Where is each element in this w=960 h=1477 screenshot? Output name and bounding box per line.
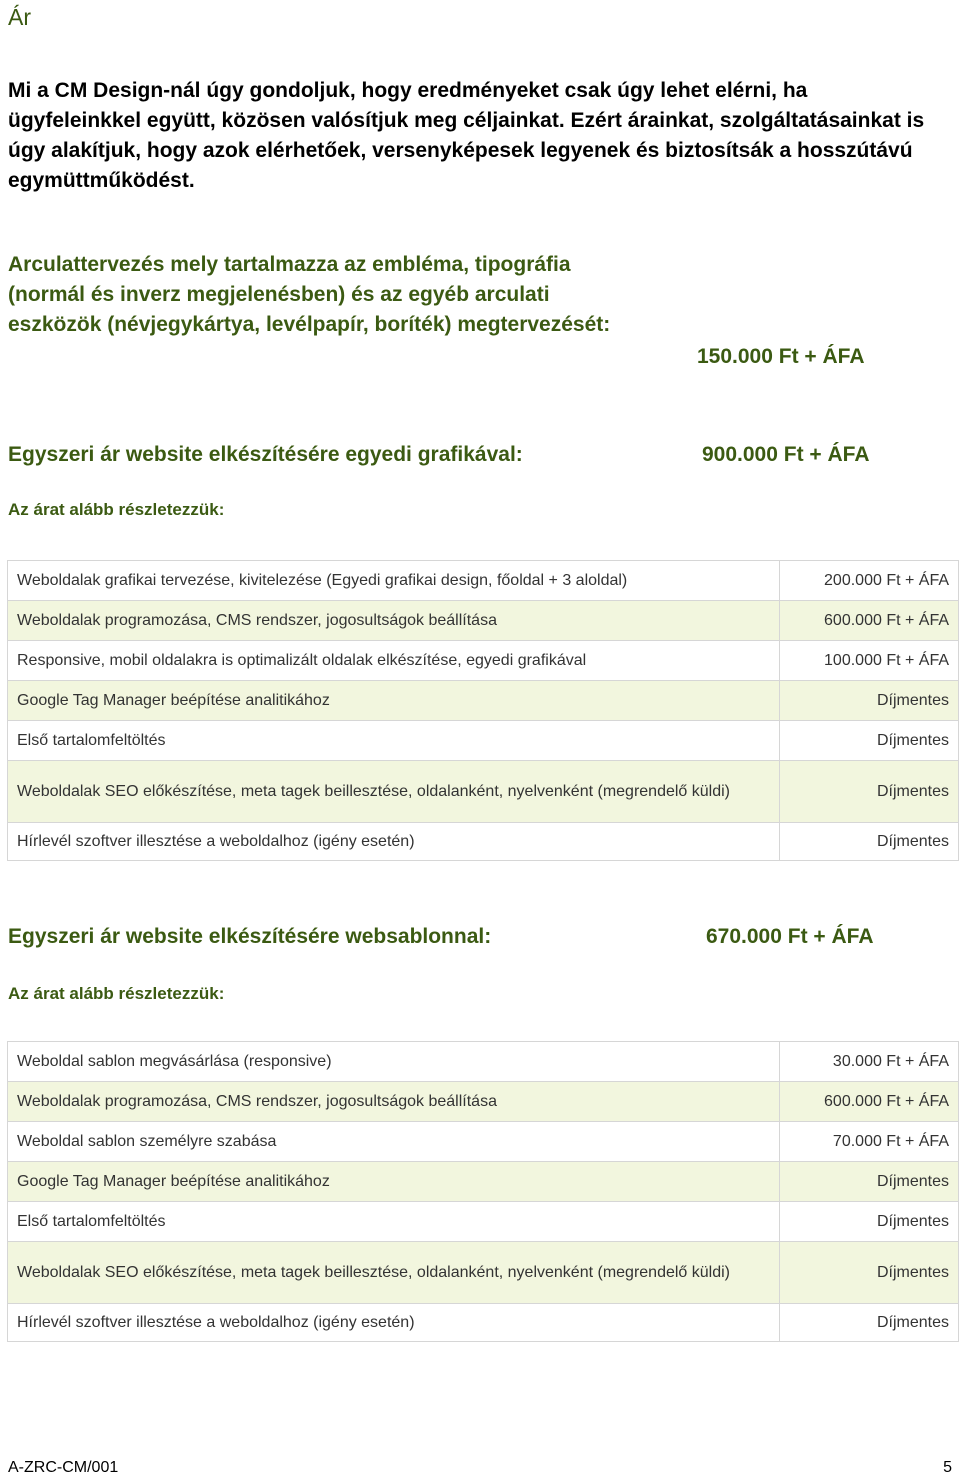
section1-subtitle: Az árat alább részletezzük:	[8, 500, 225, 519]
section2-title: Egyszeri ár website elkészítésére websablonnal:	[8, 925, 492, 948]
service-price: Díjmentes	[780, 681, 959, 721]
service-description: Első tartalomfeltöltés	[8, 1202, 780, 1242]
table-row	[8, 1242, 959, 1304]
service-price: 200.000 Ft + ÁFA	[780, 561, 959, 601]
service-description: Weboldalak SEO előkészítése, meta tagek beillesztése, oldalanként, nyelvenként (megrendelő küldi)	[8, 761, 780, 823]
section1-price-table	[7, 560, 959, 861]
service-price: Díjmentes	[780, 721, 959, 761]
arculat-description: Arculattervezés mely tartalmazza az embléma, tipográfia (normál és inverz megjelenésben) és az egyéb arculati eszközök (névjegykártya, levélpapír, boríték) megtervezését:	[8, 253, 611, 336]
table-row	[8, 1122, 959, 1162]
service-description: Google Tag Manager beépítése analitikához	[8, 1162, 780, 1202]
service-description: Responsive, mobil oldalakra is optimalizált oldalak elkészítése, egyedi grafikával	[8, 641, 780, 681]
document-code: A-ZRC-CM/001	[8, 1459, 119, 1476]
page-number: 5	[943, 1459, 952, 1476]
arculat-price: 150.000 Ft + ÁFA	[697, 345, 865, 368]
page-title: Ár	[8, 4, 31, 30]
table-row	[8, 641, 959, 681]
intro-part-2: Ezért árainkat, szolgáltatásainkat is úgy alakítjuk, hogy azok elérhetőek, versenyképesek legyenek és biztosítsák a hosszútávú egymüttműködést.	[8, 109, 925, 192]
service-price: Díjmentes	[780, 761, 959, 823]
service-description: Hírlevél szoftver illesztése a weboldalhoz (igény esetén)	[8, 1304, 780, 1342]
service-description: Weboldalak programozása, CMS rendszer, jogosultságok beállítása	[8, 601, 780, 641]
section1-price: 900.000 Ft + ÁFA	[702, 443, 870, 466]
table-row	[8, 823, 959, 861]
service-price: Díjmentes	[780, 823, 959, 861]
table-row	[8, 1304, 959, 1342]
table-row	[8, 601, 959, 641]
table-row	[8, 1042, 959, 1082]
service-description: Weboldalak grafikai tervezése, kivitelezése (Egyedi grafikai design, főoldal + 3 aloldal)	[8, 561, 780, 601]
table-row	[8, 1202, 959, 1242]
service-description: Weboldalak SEO előkészítése, meta tagek beillesztése, oldalanként, nyelvenként (megrendelő küldi)	[8, 1242, 780, 1304]
intro-paragraph	[8, 76, 938, 196]
service-price: Díjmentes	[780, 1162, 959, 1202]
service-price: 70.000 Ft + ÁFA	[780, 1122, 959, 1162]
section1-title: Egyszeri ár website elkészítésére egyedi grafikával:	[8, 443, 523, 466]
service-description: Első tartalomfeltöltés	[8, 721, 780, 761]
table-row	[8, 761, 959, 823]
service-description: Weboldal sablon személyre szabása	[8, 1122, 780, 1162]
service-description: Google Tag Manager beépítése analitikához	[8, 681, 780, 721]
intro-part-1: Mi a CM Design-nál úgy gondoljuk, hogy eredményeket csak úgy lehet elérni, ha ügyfeleinkkel együtt, közösen valósítjuk meg céljainkat.	[8, 79, 808, 132]
service-price: 30.000 Ft + ÁFA	[780, 1042, 959, 1082]
service-price: Díjmentes	[780, 1242, 959, 1304]
service-price: 600.000 Ft + ÁFA	[780, 1082, 959, 1122]
section2-price-table	[7, 1041, 959, 1342]
table-row	[8, 1082, 959, 1122]
service-description: Hírlevél szoftver illesztése a weboldalhoz (igény esetén)	[8, 823, 780, 861]
section2-price: 670.000 Ft + ÁFA	[706, 925, 874, 948]
service-description: Weboldal sablon megvásárlása (responsive)	[8, 1042, 780, 1082]
service-price: 600.000 Ft + ÁFA	[780, 601, 959, 641]
table-row	[8, 1162, 959, 1202]
table-row	[8, 721, 959, 761]
service-price: Díjmentes	[780, 1304, 959, 1342]
table-row	[8, 681, 959, 721]
service-price: Díjmentes	[780, 1202, 959, 1242]
service-price: 100.000 Ft + ÁFA	[780, 641, 959, 681]
section2-subtitle: Az árat alább részletezzük:	[8, 984, 225, 1003]
service-description: Weboldalak programozása, CMS rendszer, jogosultságok beállítása	[8, 1082, 780, 1122]
table-row	[8, 561, 959, 601]
